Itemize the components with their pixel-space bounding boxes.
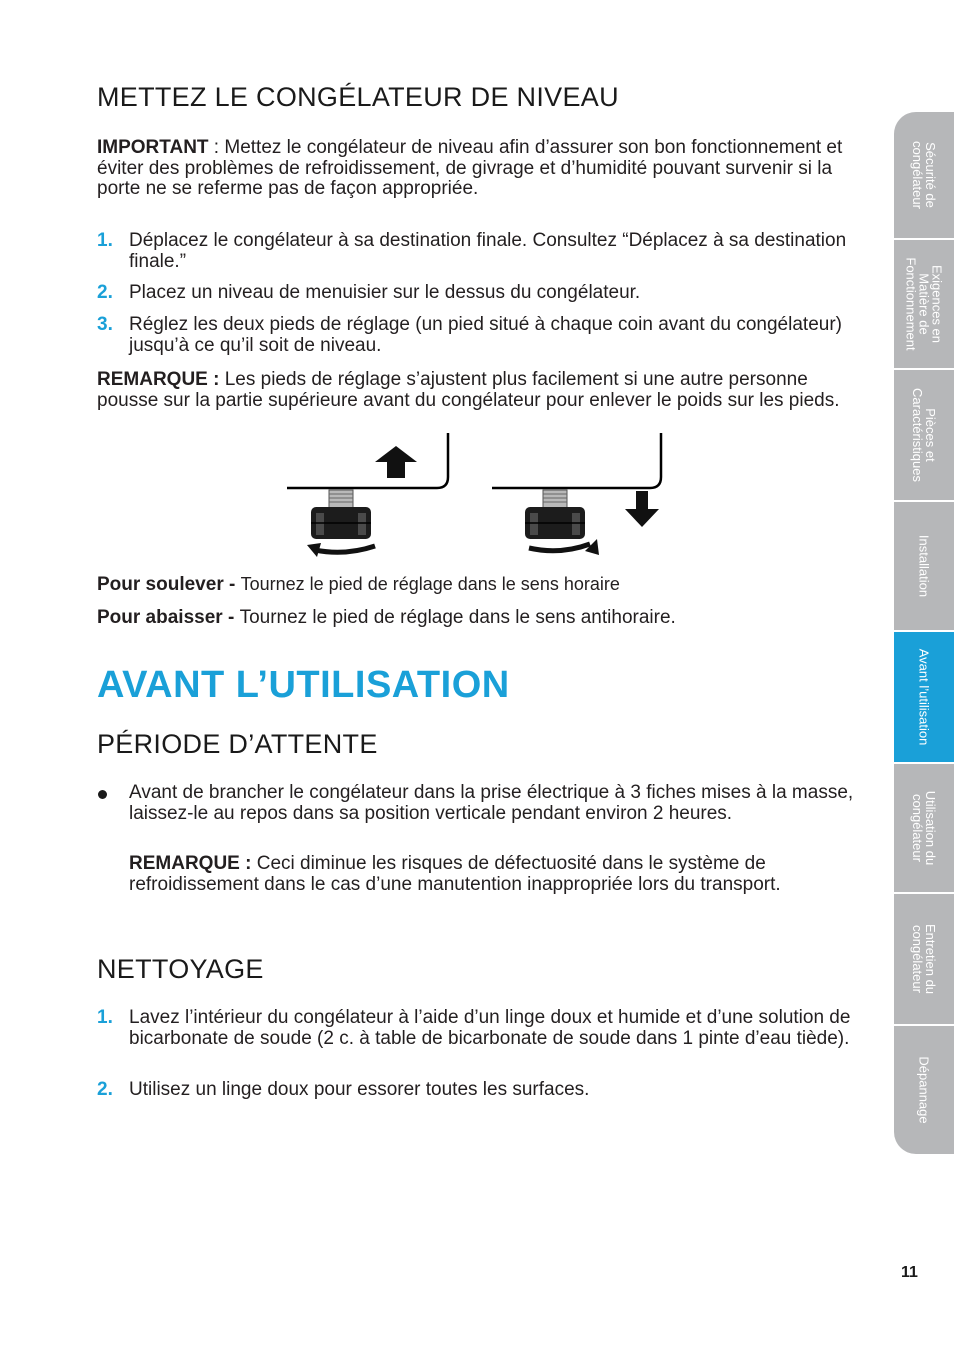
tab-avant-utilisation[interactable] — [894, 632, 954, 762]
raise-text: Tournez le pied de réglage dans le sens horaire — [240, 574, 620, 594]
tab-exigences[interactable] — [894, 240, 954, 368]
step-number: 2. — [97, 1079, 113, 1100]
lower-label: Pour abaisser - — [97, 607, 240, 628]
lower-text: Tournez le pied de réglage dans le sens antihoraire. — [239, 607, 676, 628]
tab-securite[interactable] — [894, 112, 954, 238]
tab-installation[interactable] — [894, 502, 954, 630]
section-heading-level: METTEZ LE CONGÉLATEUR DE NIVEAU — [97, 82, 619, 112]
tab-label: Exigences en Matière de Fonctionnement — [903, 257, 945, 351]
important-paragraph — [97, 138, 857, 200]
important-text: : Mettez le congélateur de niveau afin d’assurer son bon fonctionnement et éviter des problèmes de refroidissement, de givrage et d’humidité pouvant survenir si la porte ne se referme pas de façon appropriée. — [97, 137, 843, 200]
page-number: 11 — [901, 1264, 918, 1281]
leveling-foot-icon — [287, 433, 448, 539]
tab-pieces[interactable] — [894, 370, 954, 500]
bullet-item — [97, 783, 857, 824]
waiting-note-text: Ceci diminue les risques de défectuosité dans le système de refroidissement dans le cas d’une manutention inappropriée lors du transport. — [129, 853, 781, 895]
note-text: Les pieds de réglage s’ajustent plus facilement si une autre personne pousse sur la partie supérieure avant du congélateur pour enlever le poids sur les pieds. — [97, 369, 840, 411]
list-item — [97, 1008, 857, 1049]
lower-instruction — [97, 608, 857, 629]
list-item — [97, 315, 857, 356]
raise-instruction — [97, 574, 857, 596]
tab-label: Dépannage — [916, 1056, 932, 1124]
step-text: Déplacez le congélateur à sa destination finale. Consultez “Déplacez à sa destination finale.” — [129, 230, 847, 272]
tab-label: Installation — [916, 534, 932, 598]
tab-label: Pièces et Caractéristiques — [910, 388, 938, 482]
tab-label: Utilisation du congélateur — [910, 790, 938, 866]
arrow-up-icon — [375, 446, 417, 478]
step-number: 1. — [97, 230, 113, 251]
subheading-cleaning: NETTOYAGE — [97, 954, 264, 984]
step-number: 2. — [97, 282, 113, 303]
tab-label: Avant l’utilisation — [916, 648, 932, 746]
leveling-foot-icon — [492, 433, 661, 539]
tab-label: Sécurité de congélateur — [910, 141, 938, 209]
tab-depannage[interactable] — [894, 1026, 954, 1154]
section-title: AVANT L’UTILISATION — [97, 664, 510, 706]
important-label: IMPORTANT — [97, 137, 209, 158]
waiting-note-label: REMARQUE : — [129, 853, 252, 874]
leveling-feet-illustration — [285, 433, 665, 563]
note-paragraph — [97, 370, 857, 411]
step-number: 3. — [97, 314, 113, 335]
tab-utilisation[interactable] — [894, 764, 954, 892]
list-item — [97, 283, 857, 304]
tab-label: Entretien du congélateur — [910, 923, 938, 995]
tab-entretien[interactable] — [894, 894, 954, 1024]
bullet-text: Avant de brancher le congélateur dans la prise électrique à 3 fiches mises à la masse, laissez-le au repos dans sa position verticale pendant environ 2 heures. — [129, 782, 854, 824]
step-number: 1. — [97, 1007, 113, 1028]
step-text: Lavez l’intérieur du congélateur à l’aide d’un linge doux et humide et d’une solution de bicarbonate de soude (2 c. à table de bicarbonate de soude dans 1 pinte d’eau tiède). — [129, 1007, 851, 1049]
raise-label: Pour soulever - — [97, 574, 241, 595]
list-item — [97, 231, 857, 272]
note-label: REMARQUE : — [97, 369, 220, 390]
waiting-note — [129, 854, 857, 895]
rotate-counterclockwise-icon — [307, 543, 375, 557]
rotate-clockwise-icon — [529, 539, 599, 555]
step-text: Utilisez un linge doux pour essorer toutes les surfaces. — [129, 1079, 590, 1100]
subheading-waiting: PÉRIODE D’ATTENTE — [97, 729, 378, 759]
arrow-down-icon — [625, 491, 659, 527]
step-text: Placez un niveau de menuisier sur le dessus du congélateur. — [129, 282, 641, 303]
bullet-icon — [98, 790, 107, 799]
step-text: Réglez les deux pieds de réglage (un pied situé à chaque coin avant du congélateur) jusqu’à ce qu’il soit de niveau. — [129, 314, 842, 356]
list-item — [97, 1080, 857, 1101]
